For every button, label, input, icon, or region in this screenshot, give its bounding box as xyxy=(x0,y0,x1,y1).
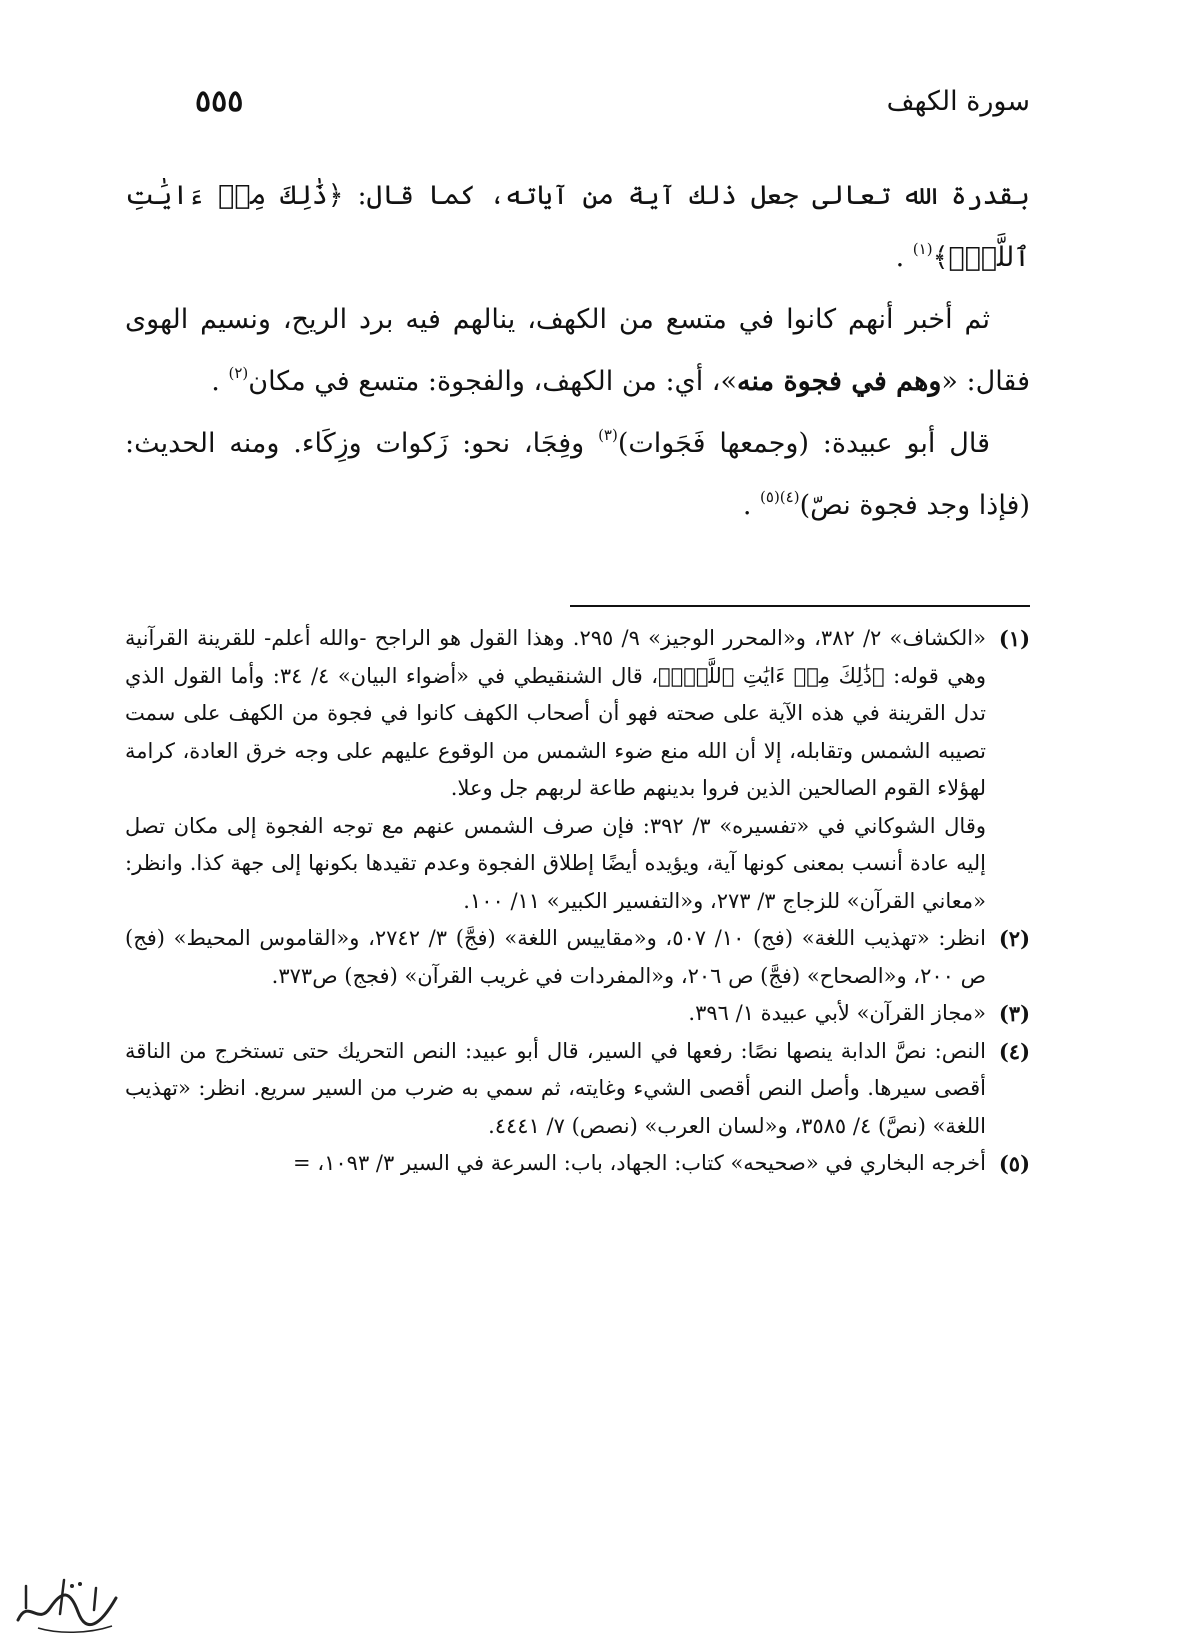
quran-verse: ﴿ذَٰلِكَ مِنۡ ءَايَٰتِ ٱللَّهِۗ﴾ xyxy=(125,180,1030,273)
paragraph-3 xyxy=(125,413,1030,537)
surah-title: سورة الكهف xyxy=(886,86,1030,117)
footnote-number: (٢) xyxy=(998,926,1030,951)
paragraph-3-text-b: وفِجَا، نحو: زَكوات وزِكَاء. ومنه الحديث: (فإذا وجد فجوة نصّ) xyxy=(125,428,1030,521)
footnote-ref-1: (١) xyxy=(912,240,933,258)
footnote-divider xyxy=(570,605,1030,607)
footnote-paragraph: أخرجه البخاري في «صحيحه» كتاب: الجهاد، باب: السرعة في السير ٣/ ١٠٩٣، = xyxy=(293,1151,986,1175)
page-number: ٥٥٥ xyxy=(195,84,244,119)
page-header xyxy=(195,84,1030,134)
footnote-body xyxy=(125,620,986,920)
footnote-paragraph: «مجاز القرآن» لأبي عبيدة ١/ ٣٩٦. xyxy=(688,1001,986,1025)
footnote-paragraph: النص: نصَّ الدابة ينصها نصًا: رفعها في السير، قال أبو عبيد: النص التحريك حتى تستخرج من الناقة أقصى سيرها. وأصل النص أقصى الشيء وغايته، ثم سمي به ضرب من السير سريع. انظر: «تهذيب اللغة» (نصَّ) ٤/ ٣٥٨٥، و«لسان العرب» (نصص) ٧/ ٤٤٤١. xyxy=(125,1038,986,1138)
footnote-body xyxy=(125,920,986,995)
footnote-paragraph: انظر: «تهذيب اللغة» (فج) ١٠/ ٥٠٧، و«مقاييس اللغة» (فجَّ) ٣/ ٢٧٤٢، و«القاموس المحيط» (فج) ص ٢٠٠، و«الصحاح» (فجَّ) ص ٢٠٦، و«المفردات في غريب القرآن» (فجج) ص٣٧٣. xyxy=(125,926,986,988)
footnote-number: (٤) xyxy=(998,1038,1030,1064)
paragraph-2-bold-quote: وهم في فجوة منه xyxy=(737,366,942,397)
paragraph-2-text-a: ثم أخبر أنهم كانوا في متسع من الكهف، ينالهم فيه برد الريح، ونسيم الهوى فقال: « xyxy=(125,304,1030,397)
footnote-ref-2: (٢) xyxy=(228,364,249,382)
footnote-body xyxy=(125,995,986,1033)
footnote-number: (٣) xyxy=(998,1001,1030,1026)
footnote-1 xyxy=(125,620,1030,920)
paragraph-2-end: . xyxy=(211,366,229,397)
footnotes xyxy=(125,620,1030,1183)
paragraph-3-text-a: قال أبو عبيدة: (وجمعها فَجَوات) xyxy=(617,428,991,459)
footnote-4 xyxy=(125,1033,1030,1146)
paragraph-2-text-b: »، أي: من الكهف، والفجوة: متسع في مكان xyxy=(248,366,738,397)
footnote-body xyxy=(125,1033,986,1146)
paragraph-1 xyxy=(125,165,1030,289)
footnote-number: (٥) xyxy=(998,1151,1030,1176)
footnote-ref-3: (٣) xyxy=(598,426,618,444)
footnote-5 xyxy=(125,1145,1030,1183)
footnote-2 xyxy=(125,920,1030,995)
footnote-number: (١) xyxy=(998,626,1030,651)
paragraph-2 xyxy=(125,289,1030,413)
main-text xyxy=(125,165,1030,537)
footnote-ref-4-5: (٤)(٥) xyxy=(760,488,800,506)
paragraph-3-end: . xyxy=(742,490,761,521)
footnote-3 xyxy=(125,995,1030,1033)
calligraphy-stamp xyxy=(8,1568,128,1640)
paragraph-1-text: بقدرة الله تعالى جعل ذلك آية من آياته، كما قال: xyxy=(343,180,1030,211)
footnote-body xyxy=(125,1145,986,1183)
footnote-paragraph: «الكشاف» ٢/ ٣٨٢، و«المحرر الوجيز» ٩/ ٢٩٥. وهذا القول هو الراجح -والله أعلم- للقرينة القرآنية وهي قوله: ﴿ذَٰلِكَ مِنۡ ءَايَٰتِ ٱللَّهِۗ﴾، قال الشنقيطي في «أضواء البيان» ٤/ ٣٤: وأما القول الذي تدل القرينة في هذه الآية على صحته فهو أن أصحاب الكهف كانوا في فجوة من الكهف على سمت تصيبه الشمس وتقابله، إلا أن الله منع ضوء الشمس من الوقوع عليهم على وجه خرق العادة، كرامة لهؤلاء القوم الصالحين الذين فروا بدينهم طاعة لربهم جل وعلا. xyxy=(125,626,986,800)
footnote-paragraph: وقال الشوكاني في «تفسيره» ٣/ ٣٩٢: فإن صرف الشمس عنهم مع توجه الفجوة إلى مكان تصل إليه عادة أنسب بمعنى كونها آية، ويؤيده أيضًا إطلاق الفجوة وعدم تقيدها بكونها إلى جهة كذا. وانظر: «معاني القرآن» للزجاج ٣/ ٢٧٣، و«التفسير الكبير» ١١/ ١٠٠. xyxy=(125,813,986,913)
paragraph-1-end: . xyxy=(895,242,913,273)
